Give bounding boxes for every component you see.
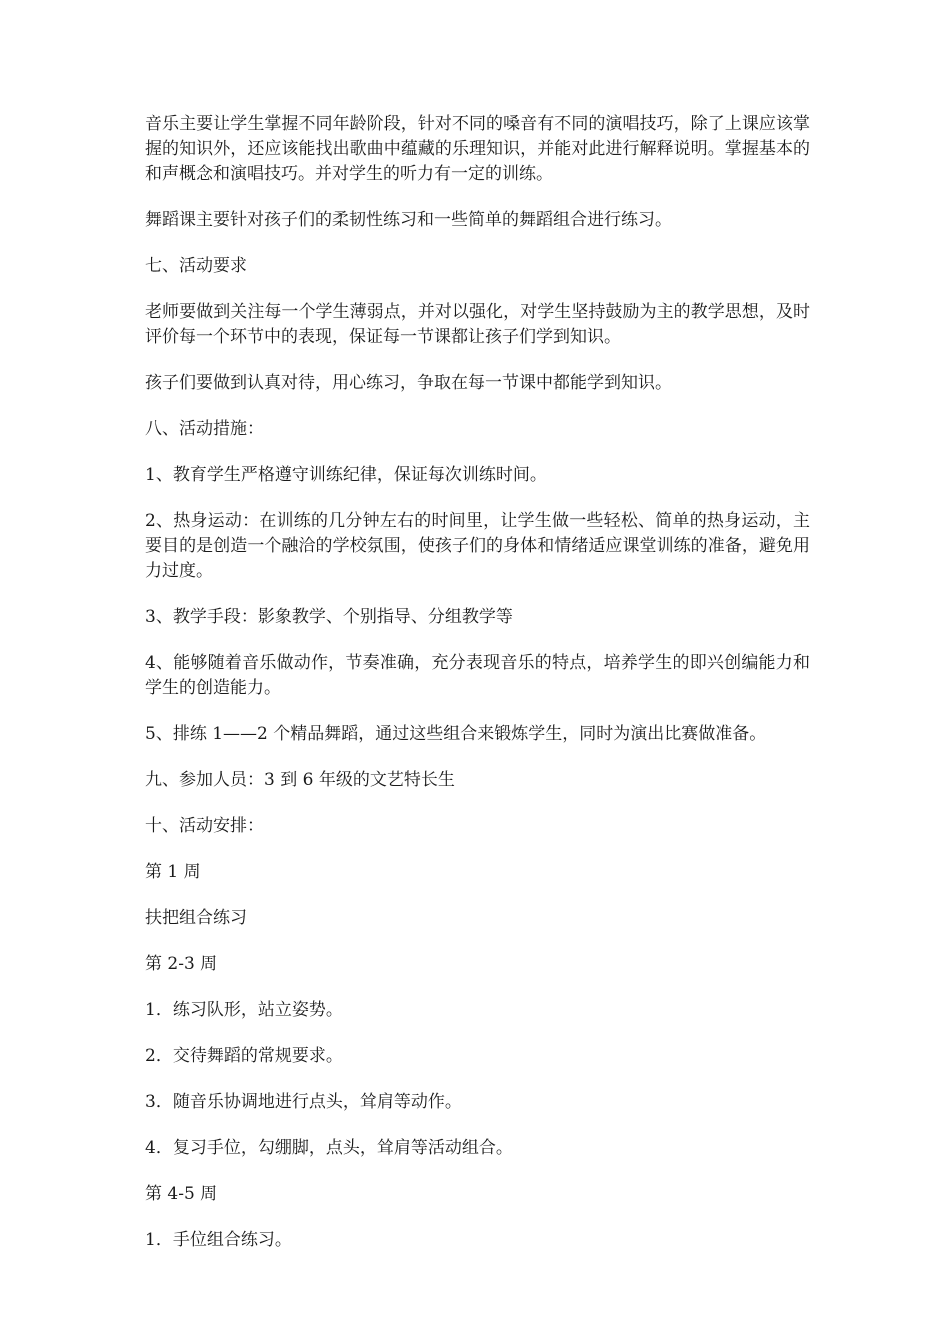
schedule-week-2-3: 第 2-3 周 xyxy=(145,954,218,974)
heading-activity-schedule: 十、活动安排： xyxy=(145,816,264,836)
document-page xyxy=(145,112,810,1274)
heading-activity-measures: 八、活动措施： xyxy=(145,419,264,439)
schedule-week-1: 第 1 周 xyxy=(145,862,201,882)
measure-item-5: 5、排练 1——2 个精品舞蹈，通过这些组合来锻炼学生，同时为演出比赛做准备。 xyxy=(145,724,767,744)
schedule-item: 1．练习队形，站立姿势。 xyxy=(145,1000,343,1020)
measure-item-1: 1、教育学生严格遵守训练纪律，保证每次训练时间。 xyxy=(145,465,547,485)
schedule-item: 2．交待舞蹈的常规要求。 xyxy=(145,1046,343,1066)
schedule-item: 1．手位组合练习。 xyxy=(145,1230,292,1250)
heading-activity-requirements: 七、活动要求 xyxy=(145,256,247,276)
measure-item-4: 4、能够随着音乐做动作，节奏准确，充分表现音乐的特点，培养学生的即兴创编能力和学生的创造能力。 xyxy=(145,653,810,698)
schedule-week-1-content: 扶把组合练习 xyxy=(145,908,247,928)
paragraph-student-requirements: 孩子们要做到认真对待，用心练习，争取在每一节课中都能学到知识。 xyxy=(145,373,672,393)
paragraph-music-goals: 音乐主要让学生掌握不同年龄阶段，针对不同的嗓音有不同的演唱技巧，除了上课应该掌握的知识外，还应该能找出歌曲中蕴藏的乐理知识，并能对此进行解释说明。掌握基本的和声概念和演唱技巧。并对学生的听力有一定的训练。 xyxy=(145,114,810,184)
schedule-item: 4．复习手位，勾绷脚，点头，耸肩等活动组合。 xyxy=(145,1138,513,1158)
paragraph-dance-goals: 舞蹈课主要针对孩子们的柔韧性练习和一些简单的舞蹈组合进行练习。 xyxy=(145,210,672,230)
schedule-item: 3．随音乐协调地进行点头，耸肩等动作。 xyxy=(145,1092,462,1112)
measure-item-3: 3、教学手段：影象教学、个别指导、分组教学等 xyxy=(145,607,513,627)
heading-participants: 九、参加人员：3 到 6 年级的文艺特长生 xyxy=(145,770,455,790)
paragraph-teacher-requirements: 老师要做到关注每一个学生薄弱点，并对以强化，对学生坚持鼓励为主的教学思想，及时评价每一个环节中的表现，保证每一节课都让孩子们学到知识。 xyxy=(145,302,810,347)
measure-item-2: 2、热身运动：在训练的几分钟左右的时间里，让学生做一些轻松、简单的热身运动，主要目的是创造一个融洽的学校氛围，使孩子们的身体和情绪适应课堂训练的准备，避免用力过度。 xyxy=(145,511,810,581)
schedule-week-4-5: 第 4-5 周 xyxy=(145,1184,218,1204)
